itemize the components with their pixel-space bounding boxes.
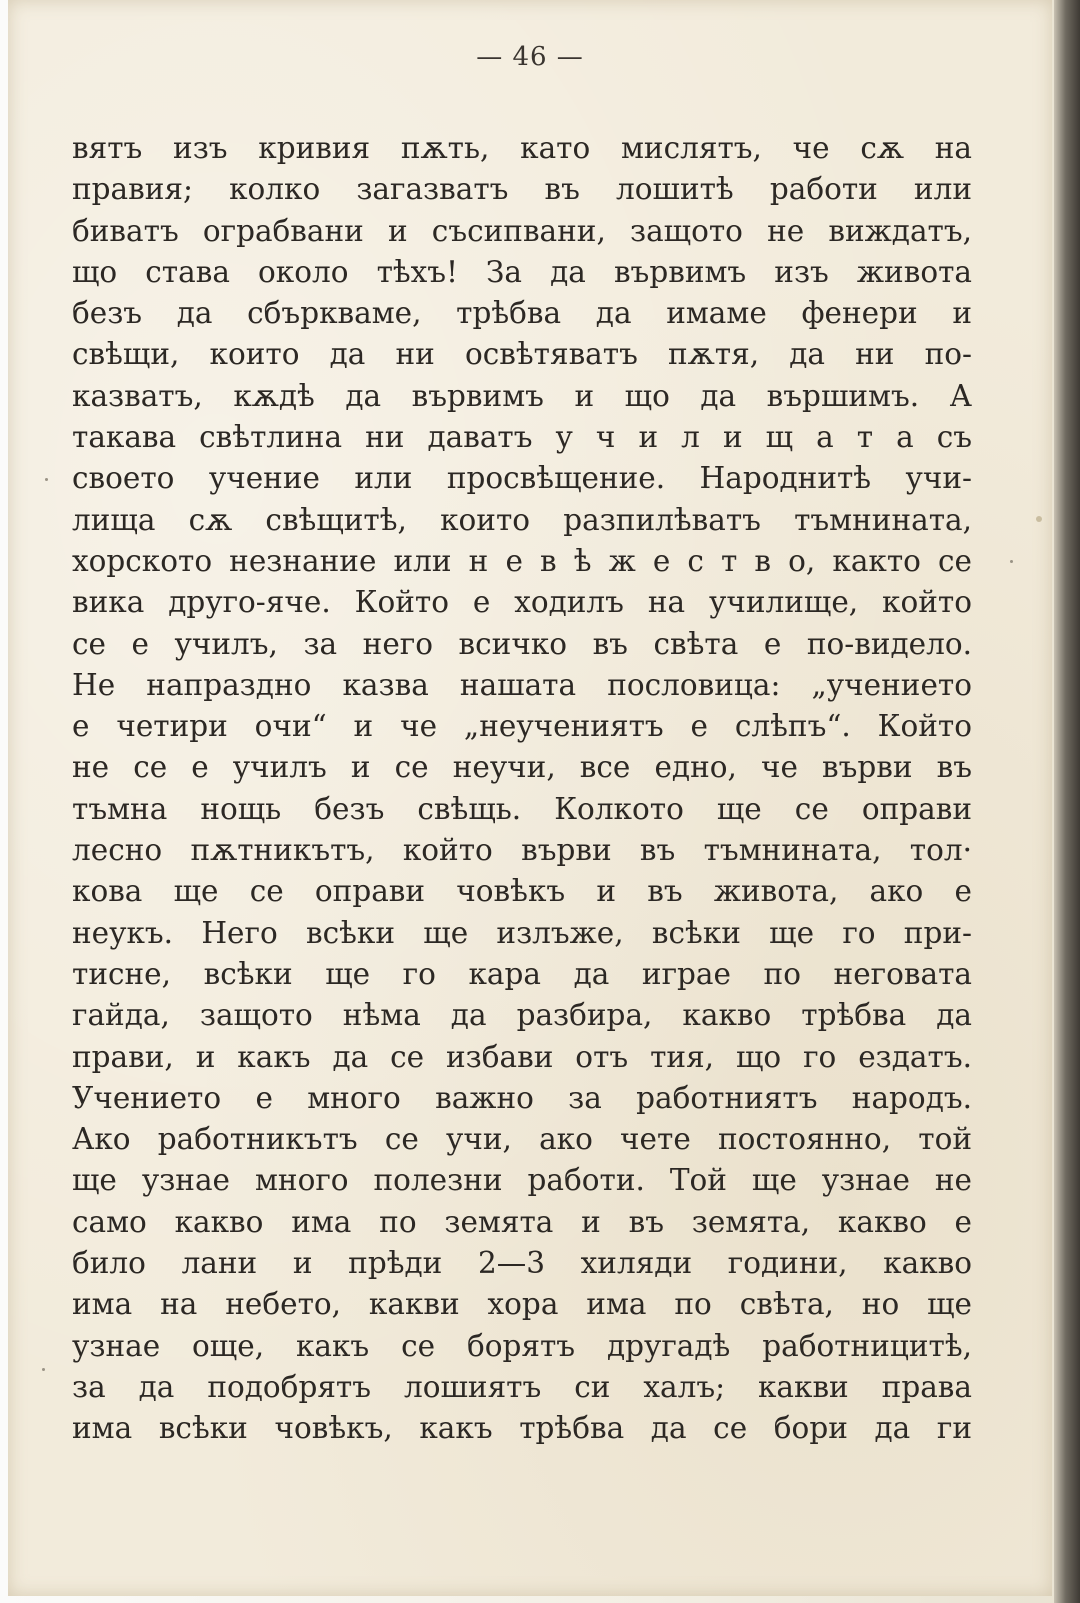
text-line: вика друго-яче. Който е ходилъ на училище, който (72, 585, 972, 620)
text-line: има всѣки човѣкъ, какъ трѣбва да се бори да ги (72, 1411, 972, 1446)
text-line: има на небето, какви хора има по свѣта, но ще (72, 1287, 972, 1322)
text-line: Не напраздно казва нашата пословица: „учението (72, 667, 972, 702)
text-line: неукъ. Него всѣки ще излъже, всѣки ще го при- (72, 915, 972, 950)
text-line: кова ще се оправи човѣкъ и въ живота, ако е (72, 874, 972, 909)
text-line: ще узнае много полезни работи. Той ще узнае не (72, 1163, 972, 1198)
page-number: — 46 — (476, 42, 584, 72)
text-line: било лани и прѣди 2—3 хиляди години, какво (72, 1246, 972, 1281)
text-line: що става около тѣхъ! За да вървимъ изъ живота (72, 254, 972, 289)
paper-speck (1010, 560, 1013, 563)
text-line: безъ да сбъркваме, трѣбва да имаме фенери и (72, 296, 972, 331)
text-line: лесно пѫтникътъ, който върви въ тъмнината, тол· (72, 833, 972, 868)
text-line: тисне, всѣки ще го кара да играе по неговата (72, 956, 972, 991)
text-line: е четири очи“ и че „неучениятъ е слѣпъ“. Който (72, 709, 972, 744)
text-line: свѣщи, които да ни освѣтяватъ пѫтя, да ни по- (72, 337, 972, 372)
paper-speck (42, 1368, 45, 1371)
text-line: вятъ изъ кривия пѫть, като мислятъ, че сѫ на (72, 131, 972, 165)
book-page (8, 0, 1052, 1596)
page-body-text (72, 128, 972, 1450)
text-line: за да подобрятъ лошиятъ си халъ; какви права (72, 1369, 972, 1404)
text-line: хорското незнание или н е в ѣ ж е с т в о, както се (72, 543, 972, 578)
text-line: само какво има по земята и въ земята, какво е (72, 1204, 972, 1239)
text-line: лища сѫ свѣщитѣ, които разпилѣватъ тъмнината, (72, 502, 972, 537)
text-line: узнае още, какъ се борятъ другадѣ работницитѣ, (72, 1328, 972, 1363)
paper-speck (1036, 516, 1042, 522)
text-line: Учението е много важно за работниятъ народъ. (72, 1080, 972, 1115)
text-line: се е училъ, за него всичко въ свѣта е по-видело. (72, 626, 972, 661)
text-line: тъмна нощь безъ свѣщь. Колкото ще се оправи (72, 791, 972, 826)
paper-speck (45, 478, 48, 481)
text-line: биватъ ограбвани и съсипвани, защото не виждатъ, (72, 213, 972, 248)
binding-shadow (1054, 0, 1080, 1603)
text-line: Ако работникътъ се учи, ако чете постоянно, той (72, 1122, 972, 1157)
text-line: не се е училъ и се неучи, все едно, че върви въ (72, 750, 972, 785)
text-line: казватъ, кѫдѣ да вървимъ и що да вършимъ. А (72, 378, 972, 413)
text-line: гайда, защото нѣма да разбира, какво трѣбва да (72, 998, 972, 1033)
text-line: такава свѣтлина ни даватъ у ч и л и щ а т а съ (72, 420, 972, 455)
text-line: правия; колко загазватъ въ лошитѣ работи или (72, 172, 972, 207)
text-line: прави, и какъ да се избави отъ тия, що го ездатъ. (72, 1039, 972, 1074)
text-line: своето учение или просвѣщение. Народнитѣ учи- (72, 461, 972, 496)
